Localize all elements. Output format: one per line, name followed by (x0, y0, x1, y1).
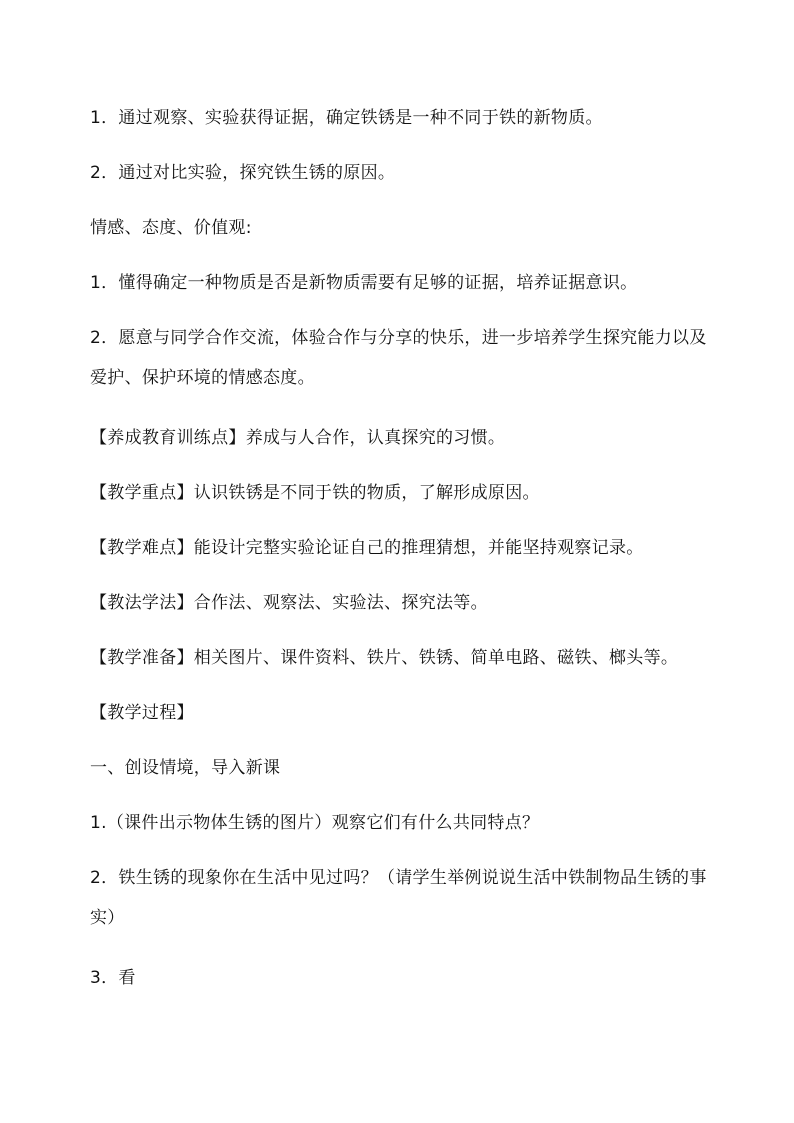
paragraph-attitude-2: 2．愿意与同学合作交流，体验合作与分享的快乐，进一步培养学生探究能力以及爱护、保护环境的情感态度。 (90, 328, 707, 388)
paragraph-goal-1: 1．通过观察、实验获得证据，确定铁锈是一种不同于铁的新物质。 (90, 108, 603, 128)
paragraph-preparation: 【教学准备】相关图片、课件资料、铁片、铁锈、简单电路、磁铁、榔头等。 (90, 648, 679, 668)
paragraph-key-point: 【教学重点】认识铁锈是不同于铁的物质，了解形成原因。 (90, 483, 540, 503)
paragraph-intro-1: 1.（课件出示物体生锈的图片）观察它们有什么共同特点？ (90, 813, 540, 833)
paragraph-intro-3: 3．看 (90, 968, 136, 988)
paragraph-methods: 【教法学法】合作法、观察法、实验法、探究法等。 (90, 593, 488, 613)
section-heading-process: 【教学过程】 (90, 703, 194, 723)
paragraph-training-point: 【养成教育训练点】养成与人合作，认真探究的习惯。 (90, 428, 506, 448)
paragraph-difficult-point: 【教学难点】能设计完整实验论证自己的推理猜想，并能坚持观察记录。 (90, 538, 644, 558)
section-heading-intro: 一、创设情境，导入新课 (90, 758, 281, 778)
paragraph-goal-2: 2．通过对比实验，探究铁生锈的原因。 (90, 163, 396, 183)
section-heading-attitude: 情感、态度、价值观: (90, 218, 252, 238)
paragraph-attitude-1: 1．懂得确定一种物质是否是新物质需要有足够的证据，培养证据意识。 (90, 273, 638, 293)
paragraph-intro-2: 2．铁生锈的现象你在生活中见过吗？（请学生举例说说生活中铁制物品生锈的事实） (90, 868, 707, 928)
